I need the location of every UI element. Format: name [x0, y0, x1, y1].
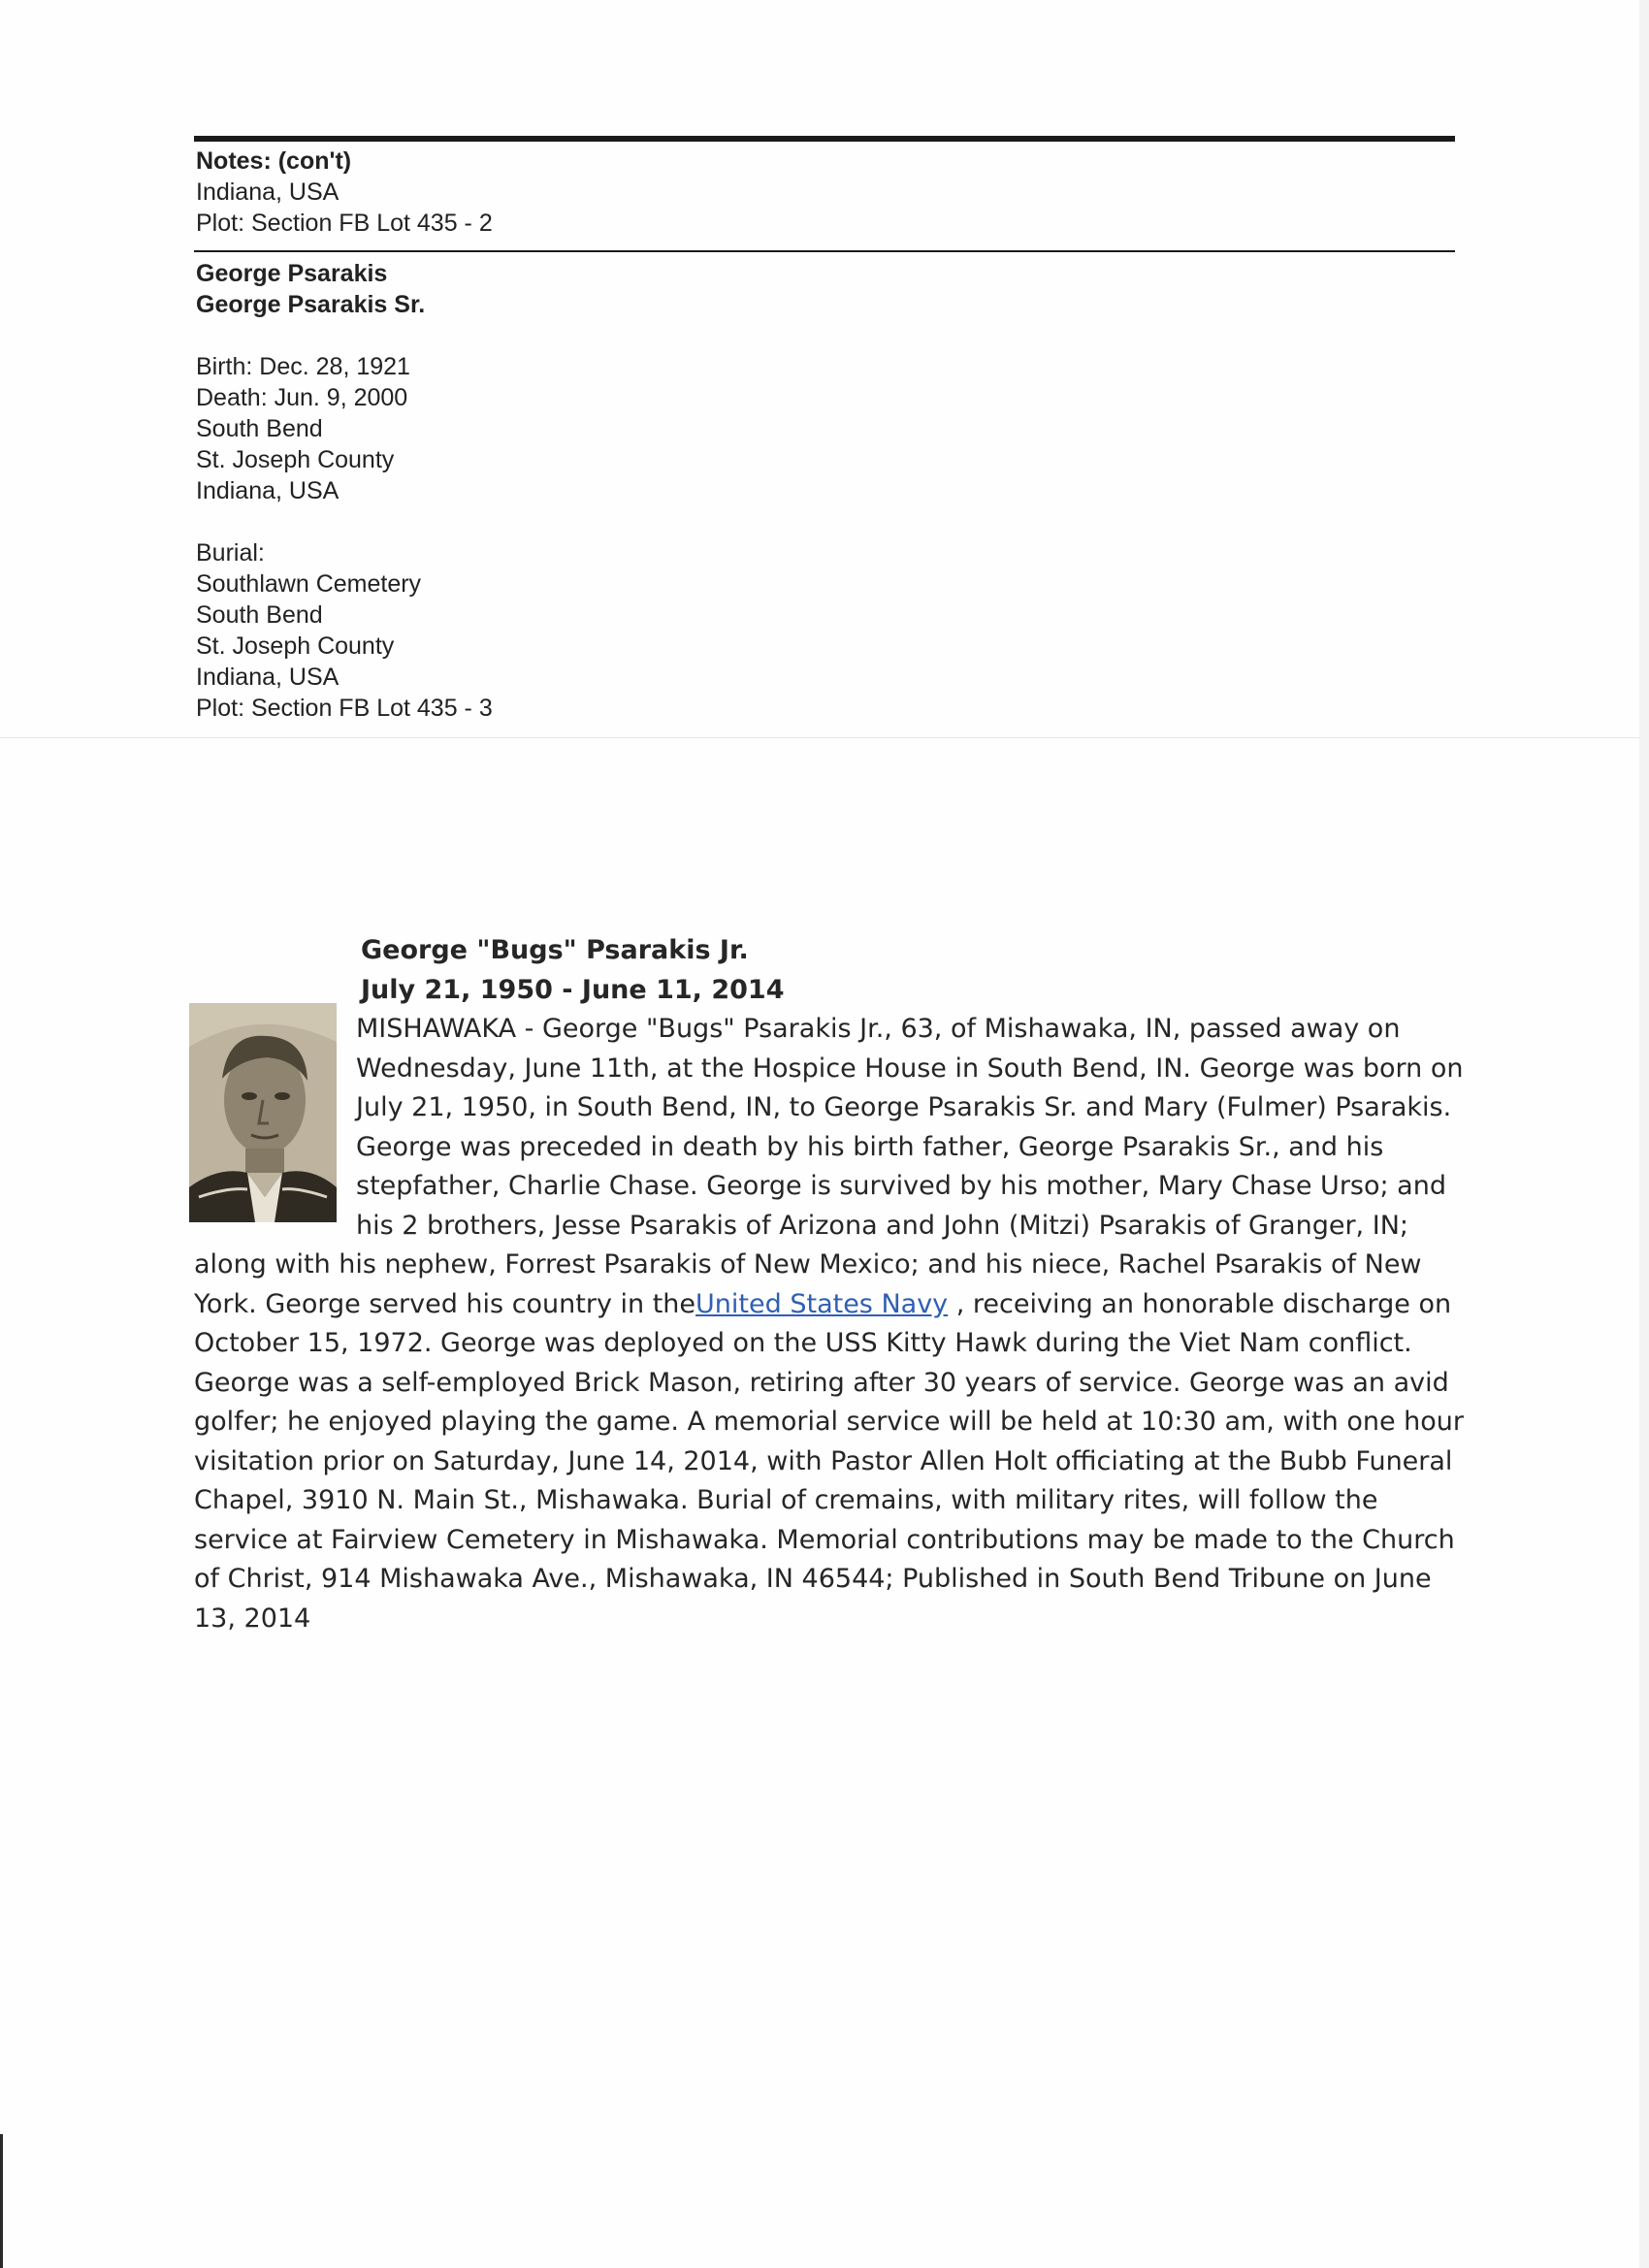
vital-state: Indiana, USA	[196, 477, 340, 504]
scan-edge	[1639, 0, 1649, 2268]
notes-line: Indiana, USA	[196, 178, 340, 206]
obituary-text: MISHAWAKA - George "Bugs" Psarakis Jr., 63, of Mishawaka, IN, passed away on Wednesday, June 11th, at the Hospice House in South Bend, IN. George was born on July 21, 1950, in South Bend, IN, to George Psarakis Sr. and Mary (Fulmer) Psarakis. George was preceded in death by his birth father, George Psarakis Sr., and his stepfather, Charlie Chase. George is survived by his mother, Mary Chase Urso; and his 2 brothers, Jesse Psarakis of Arizona and John (Mitzi) Psarakis of Granger, IN; along with his nephew, Forrest Psarakis of New Mexico; and his niece, Rachel Psarakis of New York. George served his country in the	[194, 1014, 1464, 1319]
notes-section	[196, 146, 1360, 239]
burial-state: Indiana, USA	[196, 664, 340, 691]
obituary-body	[194, 1014, 1464, 1634]
spacer	[196, 320, 1360, 351]
united-states-navy-link[interactable]: United States Navy	[695, 1288, 949, 1319]
section-rule	[194, 250, 1455, 252]
obituary-dates: July 21, 1950 - June 11, 2014	[361, 974, 785, 1005]
notes-heading: Notes: (con't)	[196, 147, 352, 175]
person-alt-name: George Psarakis Sr.	[196, 291, 426, 318]
person-name: George Psarakis	[196, 260, 388, 287]
burial-heading: Burial:	[196, 539, 265, 567]
burial-county: St. Joseph County	[196, 632, 395, 660]
burial-city: South Bend	[196, 601, 323, 629]
portrait-photo	[189, 1003, 337, 1222]
scan-seam	[0, 737, 1649, 738]
obituary	[194, 931, 1465, 1638]
burial-plot: Plot: Section FB Lot 435 - 3	[196, 695, 493, 722]
vital-county: St. Joseph County	[196, 446, 395, 473]
notes-line: Plot: Section FB Lot 435 - 2	[196, 210, 493, 237]
vital-death: Death: Jun. 9, 2000	[196, 384, 408, 411]
spacer	[196, 506, 1360, 537]
top-rule	[194, 136, 1455, 142]
vital-city: South Bend	[196, 415, 323, 442]
obituary-text-continued: , receiving an honorable discharge on October 15, 1972. George was deployed on the USS Kitty Hawk during the Viet Nam conflict. George was a self-employed Brick Mason, retiring after 30 years of service. George was an avid golfer; he enjoyed playing the game. A memorial service will be held at 10:30 am, with one hour visitation prior on Saturday, June 14, 2014, with Pastor Allen Holt officiating at the Bubb Funeral Chapel, 3910 N. Main St., Mishawaka. Burial of cremains, with military rites, will follow the service at Fairview Cemetery in Mishawaka. Memorial contributions may be made to the Church of Christ, 914 Mishawaka Ave., Mishawaka, IN 46544; Published in South Bend Tribune on June 13, 2014	[194, 1288, 1464, 1634]
person-record	[196, 258, 1360, 724]
obituary-title: George "Bugs" Psarakis Jr.	[361, 935, 749, 965]
vital-birth: Birth: Dec. 28, 1921	[196, 353, 410, 380]
scan-edge	[0, 2134, 3, 2268]
burial-cemetery: Southlawn Cemetery	[196, 570, 422, 598]
